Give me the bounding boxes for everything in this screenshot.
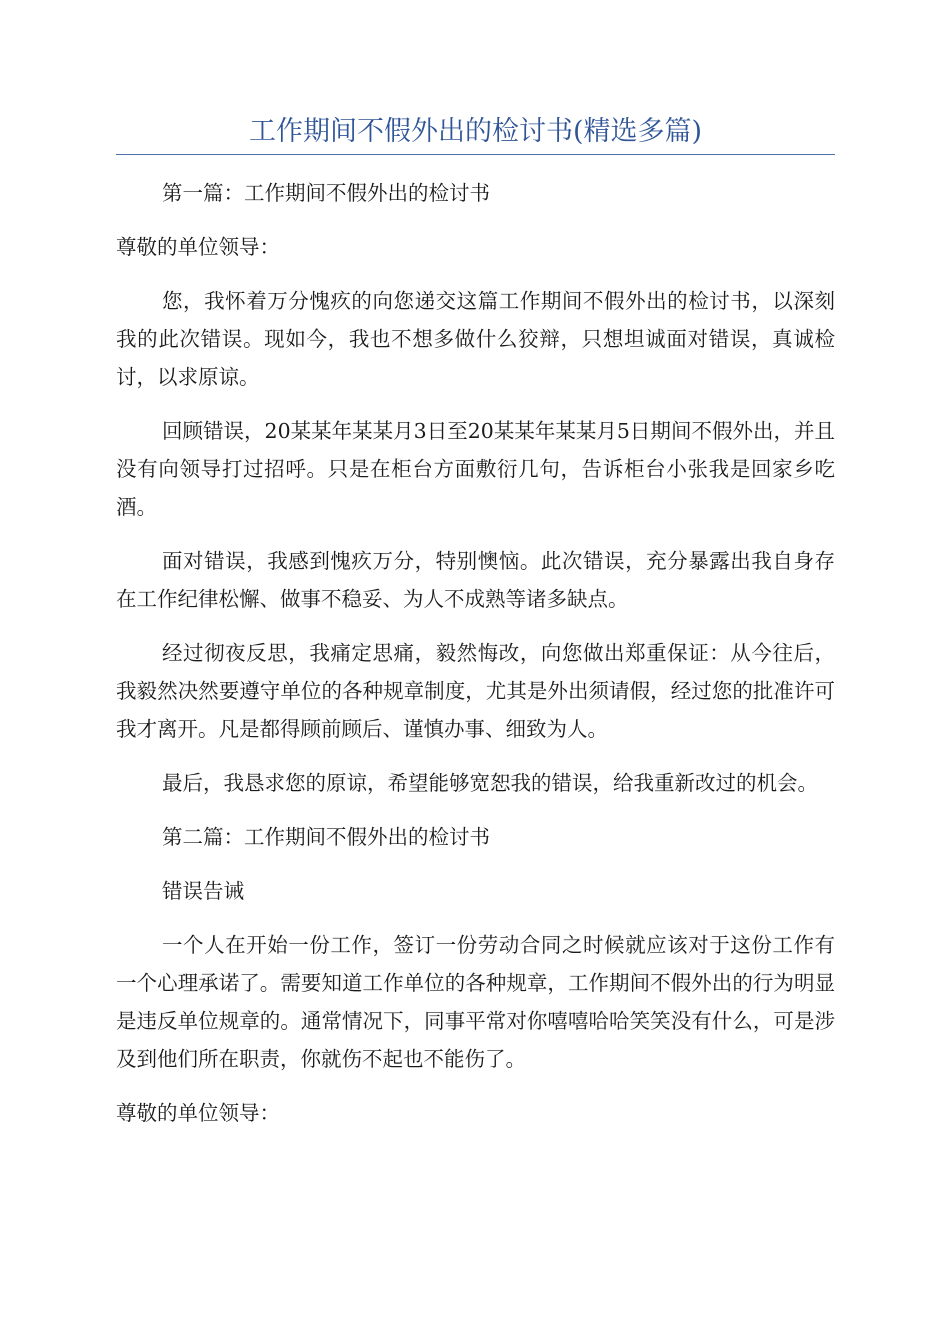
paragraph: 经过彻夜反思，我痛定思痛，毅然悔改，向您做出郑重保证：从今往后，我毅然决然要遵守单位的各种规章制度，尤其是外出须请假，经过您的批准许可我才离开。凡是都得顾前顾后、谨慎办事、细致为人。: [116, 641, 835, 741]
document-body: [116, 174, 835, 1148]
title-underline: [116, 154, 835, 155]
paragraph: 回顾错误，20某某年某某月3日至20某某年某某月5日期间不假外出，并且没有向领导打过招呼。只是在柜台方面敷衍几句，告诉柜台小张我是回家乡吃酒。: [116, 419, 835, 519]
paragraph: 您，我怀着万分愧疚的向您递交这篇工作期间不假外出的检讨书，以深刻我的此次错误。现如今，我也不想多做什么狡辩，只想坦诚面对错误，真诚检讨，以求原谅。: [116, 289, 835, 389]
subheading: 错误告诫: [162, 879, 244, 903]
salutation: 尊敬的单位领导：: [116, 235, 280, 259]
paragraph: 一个人在开始一份工作，签订一份劳动合同之时候就应该对于这份工作有一个心理承诺了。需要知道工作单位的各种规章，工作期间不假外出的行为明显是违反单位规章的。通常情况下，同事平常对你嘻嘻哈哈笑笑没有什么，可是涉及到他们所在职责，你就伤不起也不能伤了。: [116, 933, 835, 1071]
paragraph: 最后，我恳求您的原谅，希望能够宽恕我的错误，给我重新改过的机会。: [162, 771, 818, 795]
document-title: 工作期间不假外出的检讨书(精选多篇): [248, 116, 703, 147]
section-heading-2: 第二篇：工作期间不假外出的检讨书: [162, 825, 490, 849]
salutation: 尊敬的单位领导：: [116, 1101, 280, 1125]
section-heading-1: 第一篇：工作期间不假外出的检讨书: [162, 181, 490, 205]
paragraph: 面对错误，我感到愧疚万分，特别懊恼。此次错误，充分暴露出我自身存在工作纪律松懈、做事不稳妥、为人不成熟等诸多缺点。: [116, 549, 835, 611]
